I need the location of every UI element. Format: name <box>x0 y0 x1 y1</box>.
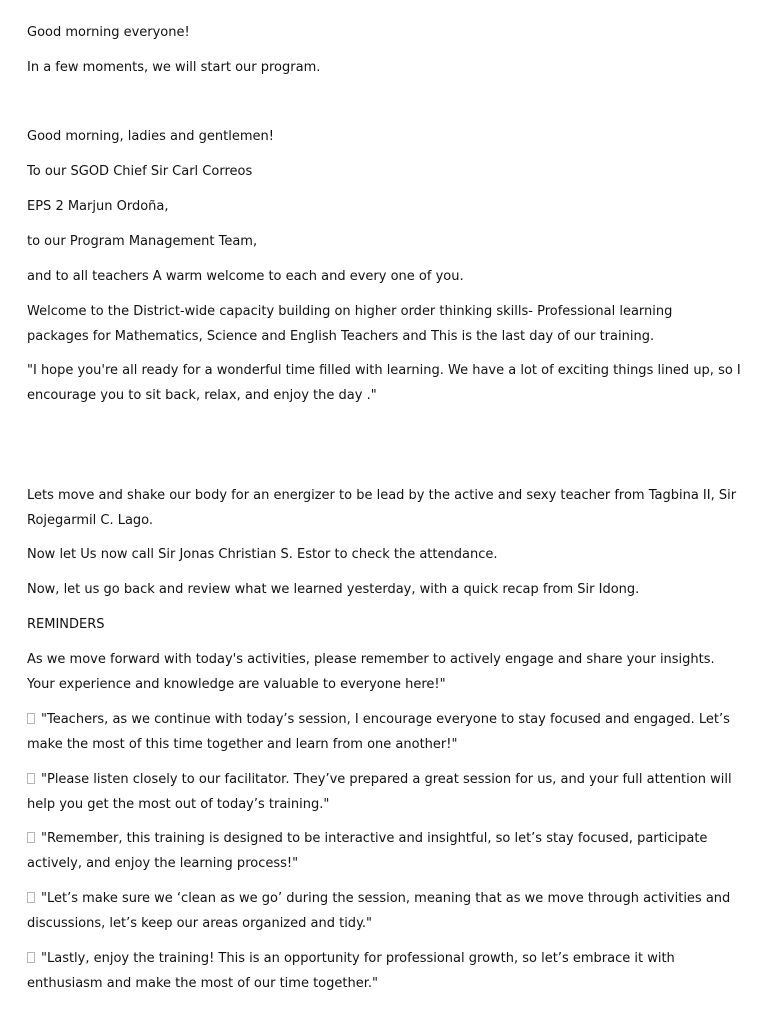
hope-paragraph-line-1: "I hope you're all ready for a wonderful time filled with learning. We have a lot of exciting things lined up, so I <box>27 363 741 378</box>
attendance-line: Now let Us now call Sir Jonas Christian S. Estor to check the attendance. <box>27 547 498 562</box>
teachers-welcome-line: and to all teachers A warm welcome to each and every one of you. <box>27 269 464 284</box>
bullet-item-2-line-2: help you get the most out of today’s training." <box>27 797 330 812</box>
bullet-box-icon <box>27 952 35 963</box>
bullet-item-1-line-1 <box>27 707 757 732</box>
bullet-text: "Remember, this training is designed to be interactive and insightful, so let’s stay focused, participate <box>41 831 708 846</box>
eps-line: EPS 2 Marjun Ordoña, <box>27 199 169 214</box>
reminders-heading: REMINDERS <box>27 617 105 632</box>
bullet-box-icon <box>27 773 35 784</box>
hope-paragraph-line-2: encourage you to sit back, relax, and enjoy the day ." <box>27 388 377 403</box>
bullet-item-4-line-1 <box>27 886 757 911</box>
energizer-line-2: Rojegarmil C. Lago. <box>27 513 154 528</box>
bullet-text: "Lastly, enjoy the training! This is an opportunity for professional growth, so let’s embrace it with <box>41 951 675 966</box>
bullet-box-icon <box>27 892 35 903</box>
greeting-line: Good morning everyone! <box>27 25 190 40</box>
bullet-box-icon <box>27 832 35 843</box>
engage-line-2: Your experience and knowledge are valuable to everyone here!" <box>27 677 446 692</box>
bullet-text: "Let’s make sure we ‘clean as we go’ during the session, meaning that as we move through activities and <box>41 891 731 906</box>
bullet-item-3-line-2: actively, and enjoy the learning process!" <box>27 856 299 871</box>
program-start-line: In a few moments, we will start our program. <box>27 60 321 75</box>
bullet-item-5-line-1 <box>27 946 757 971</box>
bullet-item-1-line-2: make the most of this time together and learn from one another!" <box>27 737 458 752</box>
bullet-text: "Please listen closely to our facilitator. They’ve prepared a great session for us, and your full attention will <box>41 772 732 787</box>
bullet-item-3-line-1 <box>27 826 757 851</box>
bullet-box-icon <box>27 713 35 724</box>
recap-line: Now, let us go back and review what we learned yesterday, with a quick recap from Sir Idong. <box>27 582 640 597</box>
bullet-text: "Teachers, as we continue with today’s session, I encourage everyone to stay focused and engaged. Let’s <box>41 712 730 727</box>
bullet-item-5-line-2: enthusiasm and make the most of our time together." <box>27 976 378 991</box>
welcome-paragraph-line-1: Welcome to the District-wide capacity building on higher order thinking skills- Professional learning <box>27 304 673 319</box>
energizer-line-1: Lets move and shake our body for an energizer to be lead by the active and sexy teacher from Tagbina II, Sir <box>27 488 737 503</box>
program-team-line: to our Program Management Team, <box>27 234 258 249</box>
bullet-item-4-line-2: discussions, let’s keep our areas organized and tidy." <box>27 916 373 931</box>
sgod-chief-line: To our SGOD Chief Sir Carl Correos <box>27 164 253 179</box>
welcome-paragraph-line-2: packages for Mathematics, Science and English Teachers and This is the last day of our training. <box>27 329 655 344</box>
bullet-item-2-line-1 <box>27 767 757 792</box>
engage-line-1: As we move forward with today's activities, please remember to actively engage and share your insights. <box>27 652 715 667</box>
greeting-ladies-line: Good morning, ladies and gentlemen! <box>27 129 274 144</box>
